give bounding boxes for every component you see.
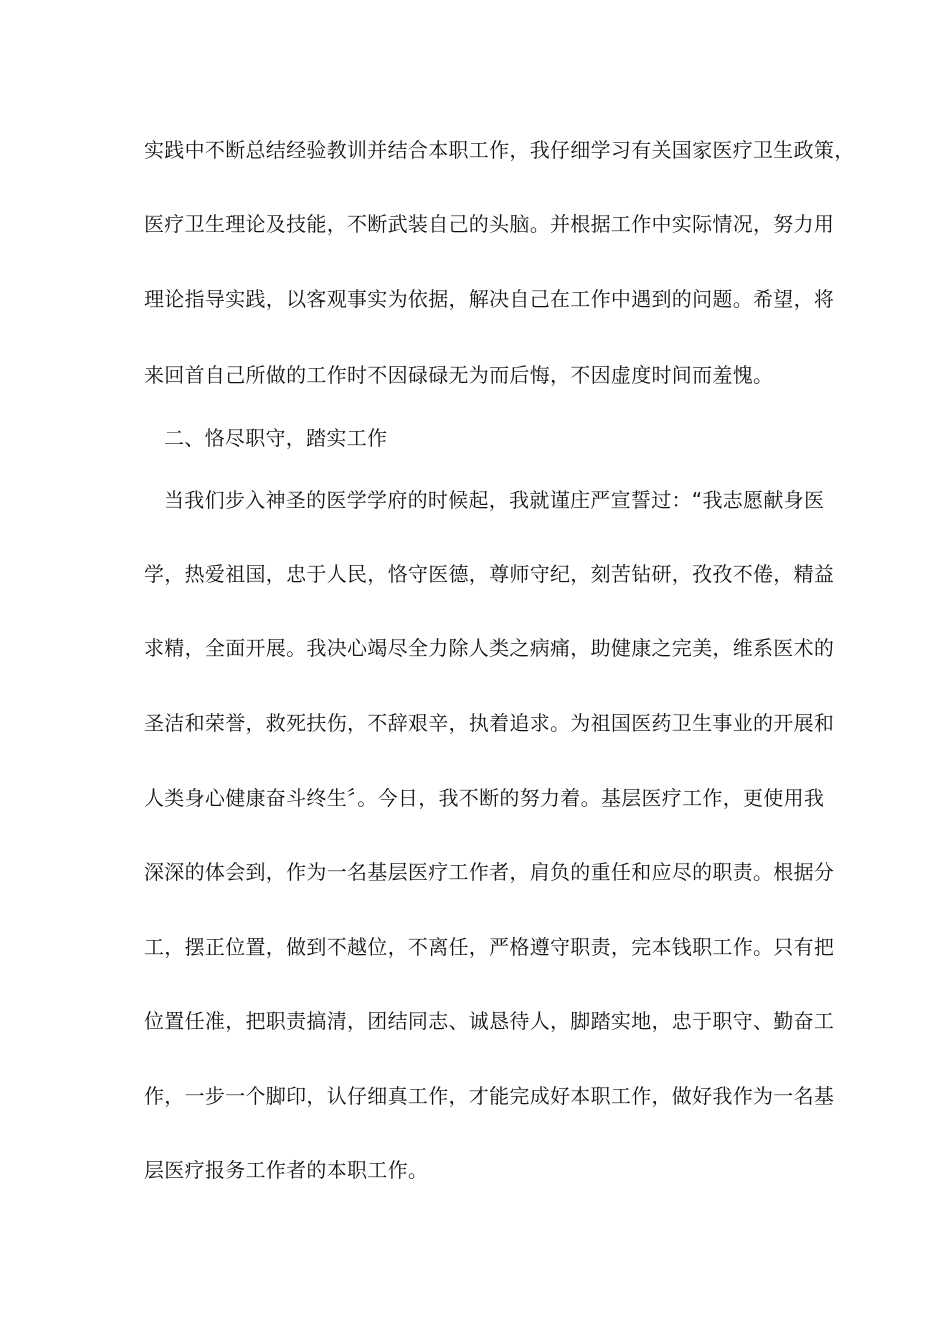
section-line-1: 当我们步入神圣的医学学府的时候起，我就谨庄严宣誓过：“我志愿献身医 <box>164 488 825 512</box>
paragraph-line-4: 来回首自己所做的工作时不因碌碌无为而后悔，不因虚度时间而羞愧。 <box>144 363 774 387</box>
section-line-4: 圣洁和荣誉，救死扶伤，不辞艰辛，执着追求。为祖国医药卫生事业的开展和 <box>144 711 835 735</box>
paragraph-line-3: 理论指导实践，以客观事实为依据，解决自己在工作中遇到的问题。希望，将 <box>144 287 835 311</box>
section-line-8: 位置任准，把职责搞清，团结同志、诚恳待人，脚踏实地，忠于职守、勤奋工 <box>144 1009 835 1033</box>
section-line-5: 人类身心健康奋斗终生〞。今日，我不断的努力着。基层医疗工作，更使用我 <box>144 786 825 810</box>
section-line-6: 深深的体会到，作为一名基层医疗工作者，肩负的重任和应尽的职责。根据分 <box>144 860 835 884</box>
paragraph-line-1: 实践中不断总结经验教训并结合本职工作，我仔细学习有关国家医疗卫生政策， <box>144 138 855 162</box>
section-line-3: 求精，全面开展。我决心竭尽全力除人类之病痛，助健康之完美，维系医术的 <box>144 636 835 660</box>
section-line-2: 学，热爱祖国，忠于人民，恪守医德，尊师守纪，刻苦钻研，孜孜不倦，精益 <box>144 562 835 586</box>
section-line-9: 作，一步一个脚印，认仔细真工作，才能完成好本职工作，做好我作为一名基 <box>144 1084 835 1108</box>
section-line-10: 层医疗报务工作者的本职工作。 <box>144 1158 429 1182</box>
paragraph-line-2: 医疗卫生理论及技能，不断武装自己的头脑。并根据工作中实际情况，努力用 <box>144 212 835 236</box>
section-line-7: 工，摆正位置，做到不越位，不离任，严格遵守职责，完本钱职工作。只有把 <box>144 935 835 959</box>
section-heading: 二、恪尽职守，踏实工作 <box>164 426 388 450</box>
